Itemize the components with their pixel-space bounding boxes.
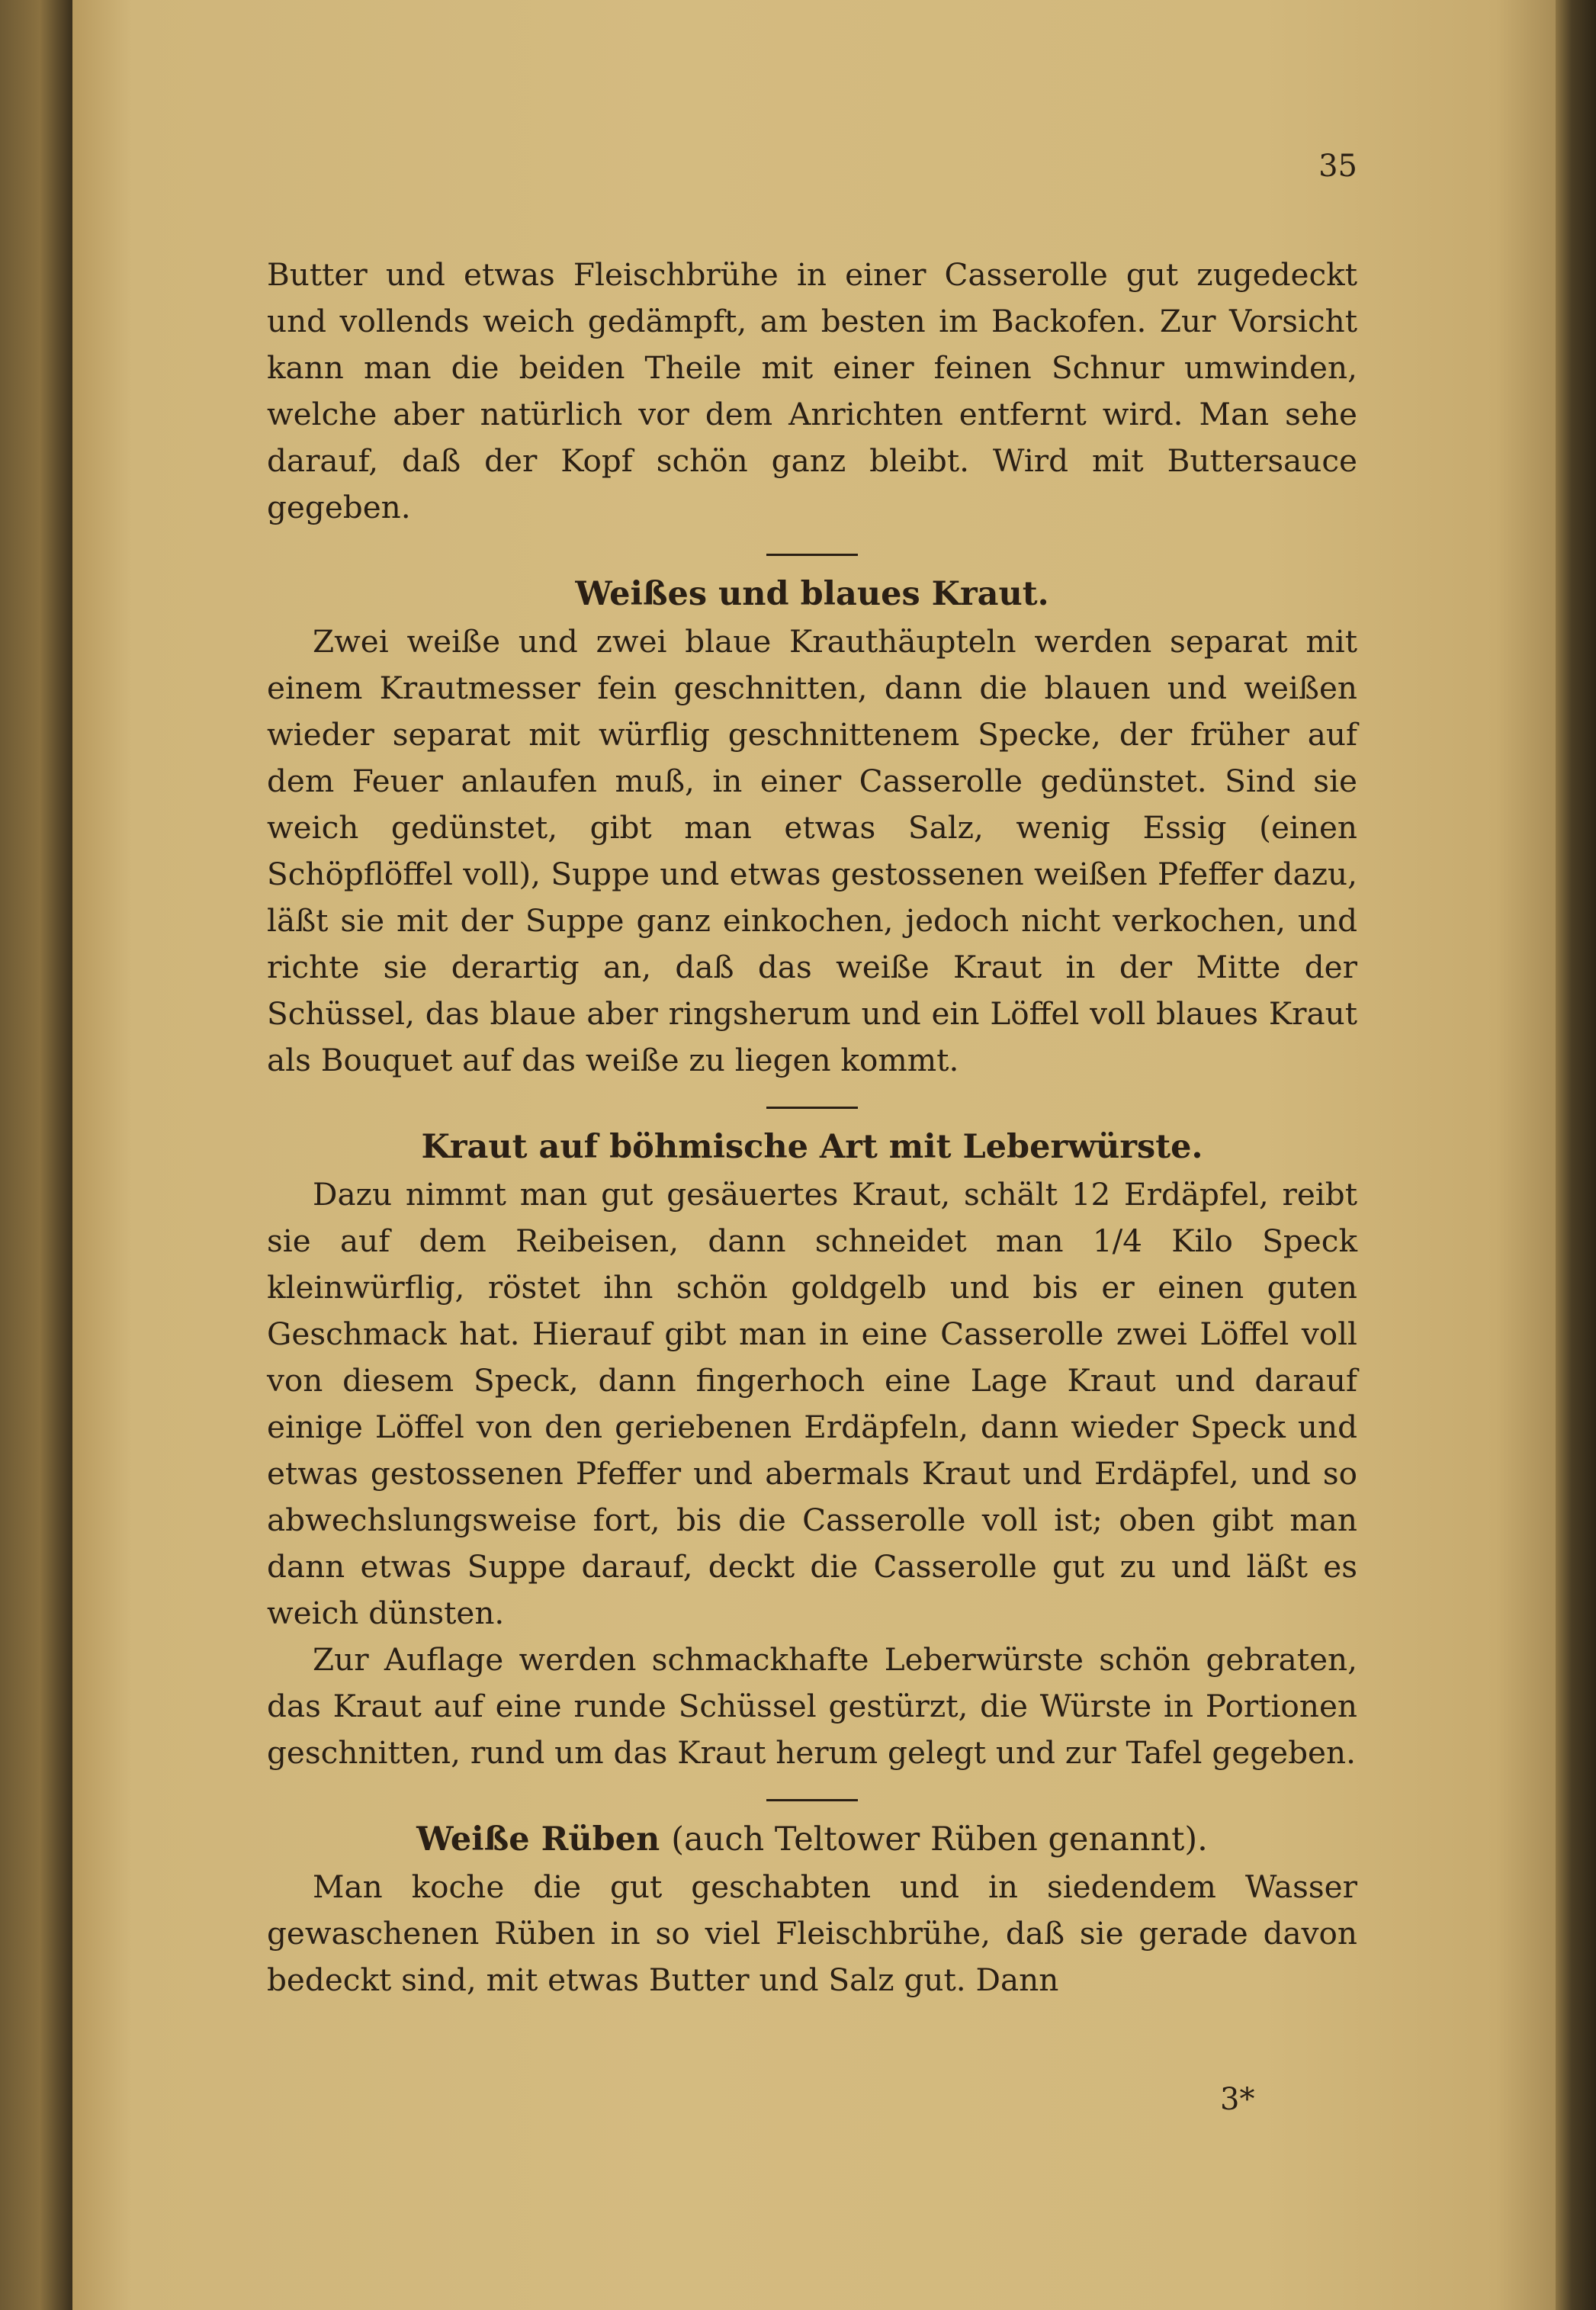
page-edge bbox=[1556, 0, 1596, 2310]
recipe-title-weisses-und-blaues-kraut: Weißes und blaues Kraut. bbox=[575, 575, 1049, 613]
book-gutter bbox=[0, 0, 72, 2310]
page-text-block bbox=[267, 153, 1357, 2003]
section-divider bbox=[766, 554, 858, 556]
recipe-title-weisse-rueben bbox=[267, 1815, 1357, 1864]
recipe-title-main: Weiße Rüben bbox=[416, 1820, 660, 1859]
intro-paragraph: Butter und etwas Fleischbrühe in einer Casserolle gut zugedeckt und vollends weich gedämpft, am besten im Backofen. Zur Vorsicht kann man die beiden Theile mit einer feinen Schnur umwinden, welche aber natürlich vor dem Anrichten entfernt wird. Man sehe darauf, daß der Kopf schön ganz bleibt. Wird mit Buttersauce gegeben. bbox=[267, 256, 1357, 525]
recipe-paragraph: Man koche die gut geschabten und in siedendem Wasser gewaschenen Rüben in so viel Fleischbrühe, daß sie gerade davon bedeckt sind, mit etwas Butter und Salz gut. Dann bbox=[267, 1868, 1357, 1998]
signature-mark: 3* bbox=[1220, 2082, 1255, 2117]
section-divider bbox=[766, 1107, 858, 1109]
recipe-paragraph: Zwei weiße und zwei blaue Krauthäupteln werden separat mit einem Krautmesser fein geschnitten, dann die blauen und weißen wieder separat mit würflig geschnittenem Specke, der früher auf dem Feuer anlaufen muß, in einer Casserolle gedünstet. Sind sie weich gedünstet, gibt man etwas Salz, wenig Essig (einen Schöpflöffel voll), Suppe und etwas gestossenen weißen Pfeffer dazu, läßt sie mit der Suppe ganz einkochen, jedoch nicht verkochen, und richte sie derartig an, daß das weiße Kraut in der Mitte der Schüssel, das blaue aber ringsherum und ein Löffel voll blaues Kraut als Bouquet auf das weiße zu liegen kommt. bbox=[267, 623, 1357, 1078]
recipe-title-note: (auch Teltower Rüben genannt). bbox=[671, 1820, 1208, 1859]
recipe-paragraph: Zur Auflage werden schmackhafte Leberwürste schön gebraten, das Kraut auf eine runde Schüssel gestürzt, die Würste in Portionen geschnitten, rund um das Kraut herum gelegt und zur Tafel gegeben. bbox=[267, 1641, 1357, 1771]
page-number: 35 bbox=[1318, 149, 1357, 184]
recipe-paragraph: Dazu nimmt man gut gesäuertes Kraut, schält 12 Erdäpfel, reibt sie auf dem Reibeisen, dann schneidet man 1/4 Kilo Speck kleinwürflig, röstet ihn schön goldgelb und bis er einen guten Geschmack hat. Hierauf gibt man in eine Casserolle zwei Löffel voll von diesem Speck, dann fingerhoch eine Lage Kraut und darauf einige Löffel von den geriebenen Erdäpfeln, dann wieder Speck und etwas gestossenen Pfeffer und abermals Kraut und Erdäpfel, und so abwechslungsweise fort, bis die Casserolle voll ist; oben gibt man dann etwas Suppe darauf, deckt die Casserolle gut zu und läßt es weich dünsten. bbox=[267, 1176, 1357, 1631]
section-divider bbox=[766, 1799, 858, 1801]
recipe-title-kraut-auf-boehmische-art: Kraut auf böhmische Art mit Leberwürste. bbox=[421, 1128, 1203, 1166]
